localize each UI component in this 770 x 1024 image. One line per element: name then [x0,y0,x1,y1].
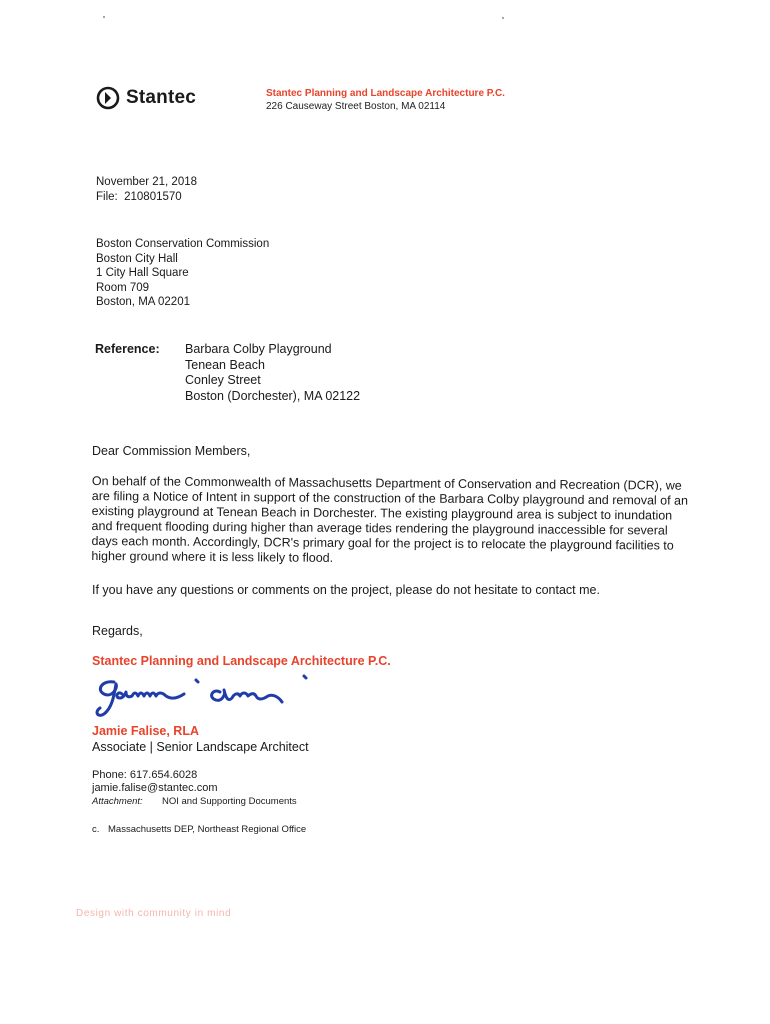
signer-title: Associate | Senior Landscape Architect [92,740,309,754]
signature-company: Stantec Planning and Landscape Architecture P.C. [92,654,391,668]
recipient-line: 1 City Hall Square [96,267,189,279]
logo-text: Stantec [126,87,197,108]
reference-line: Conley Street [185,373,261,387]
letter-date: November 21, 2018 [96,176,198,188]
handwritten-signature [92,672,332,722]
reference-line: Boston (Dorchester), MA 02122 [185,388,361,403]
reference-label: Reference: [95,342,160,356]
cc-value: Massachusetts DEP, Northeast Regional Office [108,824,307,835]
closing: Regards, [92,624,143,638]
phone-number: Phone: 617.654.6028 [92,769,198,781]
footer-tagline: Design with community in mind [76,908,232,919]
salutation: Dear Commission Members, [92,444,251,458]
stantec-logo [96,86,196,110]
reference-line: Tenean Beach [185,357,265,372]
attachment-line [92,796,297,807]
email-address: jamie.falise@stantec.com [92,782,218,794]
file-line [96,190,197,205]
recipient-line: Room 709 [96,281,150,294]
file-number: 210801570 [124,190,182,203]
letterhead-header [266,87,505,113]
body-paragraph-2: If you have any questions or comments on the project, please do not hesitate to contact me. [92,583,600,597]
letterhead-address: 226 Causeway Street Boston, MA 02114 [266,101,446,112]
cc-label: c. [92,824,100,835]
scan-speck [103,16,105,18]
recipient-address [96,237,269,310]
stantec-logo-icon [96,86,120,110]
file-label: File: [96,190,118,203]
attachment-label: Attachment: [92,796,143,807]
reference-line: Barbara Colby Playground [185,342,332,356]
letterhead-company: Stantec Planning and Landscape Architecture P.C. [266,88,505,99]
reference-block [185,342,360,404]
cc-line [92,824,306,835]
recipient-line: Boston City Hall [96,252,178,265]
contact-info [92,769,218,795]
date-block [96,175,197,204]
signer-name: Jamie Falise, RLA [92,724,199,738]
recipient-line: Boston, MA 02201 [96,296,190,308]
attachment-value: NOI and Supporting Documents [162,796,297,807]
body-paragraph-1: On behalf of the Commonwealth of Massachusetts Department of Conservation and Recreation (DCR), we are filing a Notice of Intent in support of the construction of the Barbara Colby playground and removal of an existing playground at Tenean Beach in Dorchester. The existing playground area is subject to inundation and frequent flooding during higher than average tides rendering the playground inaccessible for several days each month. Accordingly, DCR's primary goal for the project is to relocate the playground facilities to higher ground where it is less likely to flood. [91,474,689,565]
scan-speck [502,17,504,19]
recipient-line: Boston Conservation Commission [96,238,270,250]
